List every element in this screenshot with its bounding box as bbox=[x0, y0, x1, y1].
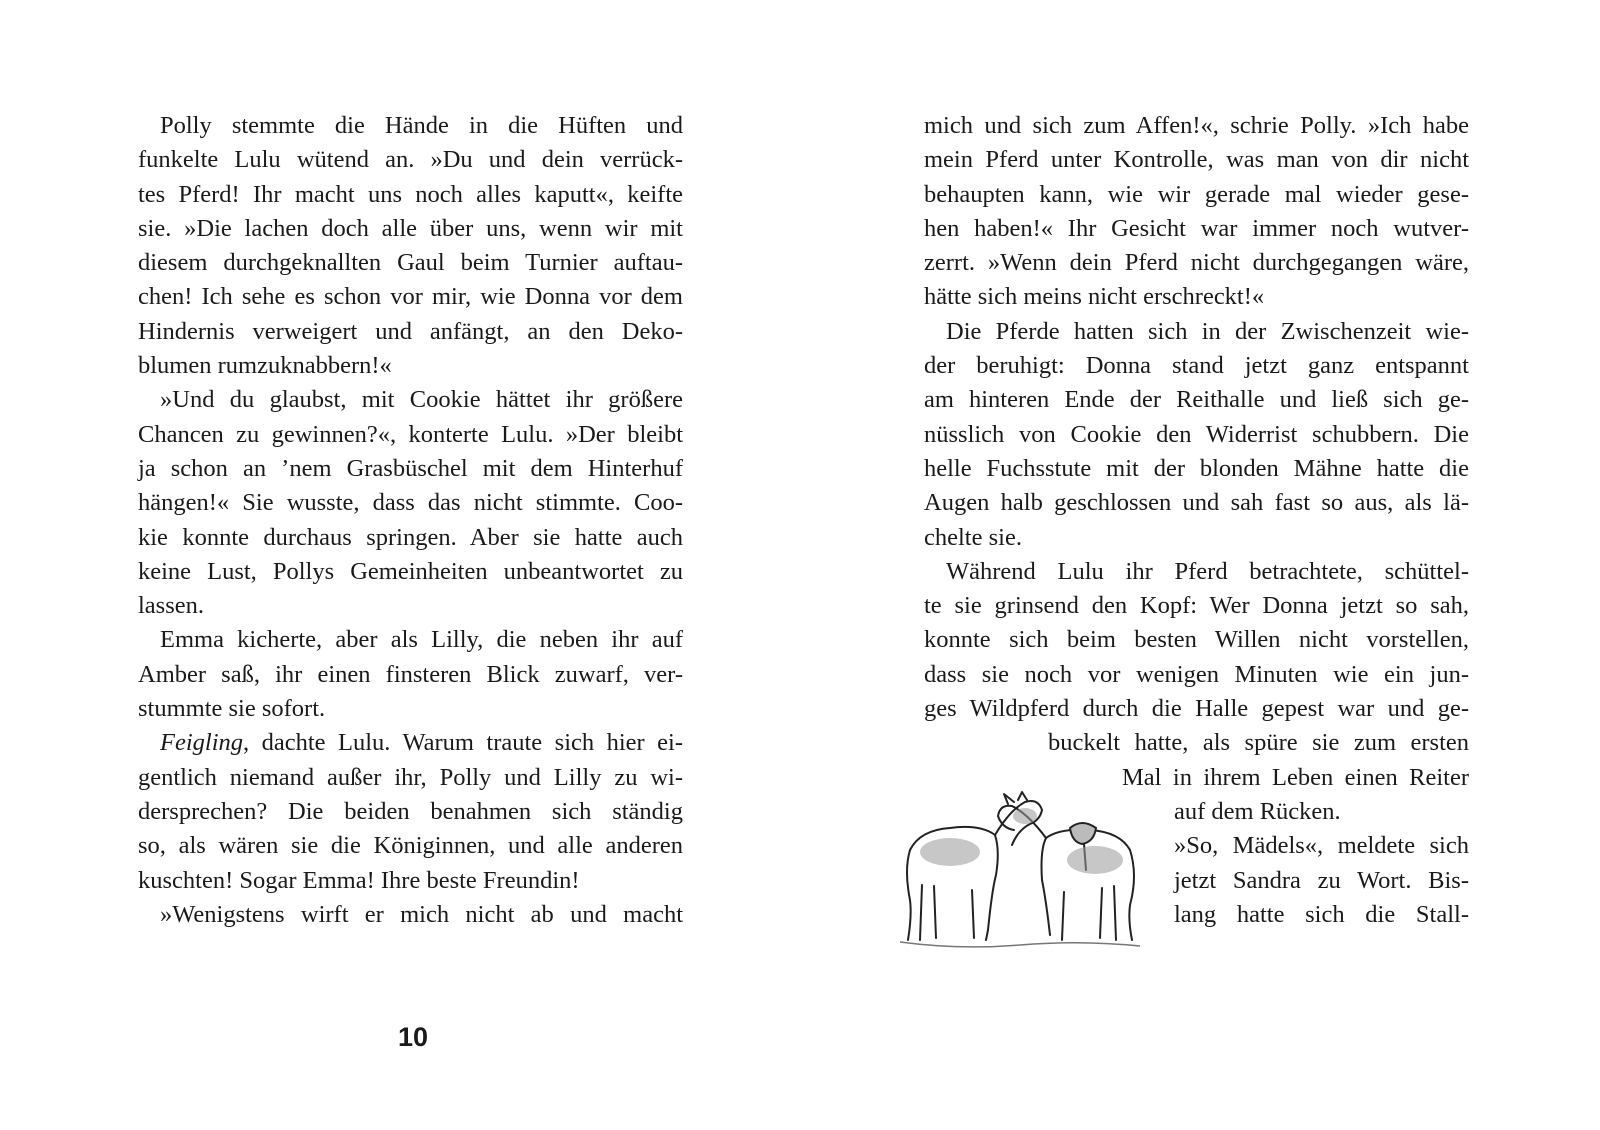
text-line: Hindernis verweigert und anfängt, an den Deko- bbox=[138, 317, 683, 345]
horses-illustration bbox=[900, 790, 1140, 955]
text-line: helle Fuchsstute mit der blonden Mähne hatte die bbox=[924, 454, 1469, 482]
text-line: hätte sich meins nicht erschreckt!« bbox=[924, 283, 1265, 311]
text-line: dersprechen? Die beiden benahmen sich ständig bbox=[138, 797, 683, 825]
text-line: stummte sie sofort. bbox=[138, 695, 326, 723]
text-line: chen! Ich sehe es schon vor mir, wie Donna vor dem bbox=[138, 283, 683, 311]
text-line: diesem durchgeknallten Gaul beim Turnier auftau- bbox=[138, 249, 683, 277]
text-line: hängen!« Sie wusste, dass das nicht stimmte. Coo- bbox=[138, 489, 683, 517]
left-page-text bbox=[138, 109, 683, 932]
text-line: »Und du glaubst, mit Cookie hättet ihr größere bbox=[160, 386, 683, 414]
page-number: 10 bbox=[398, 1022, 429, 1052]
text-line: Während Lulu ihr Pferd betrachtete, schüttel- bbox=[946, 557, 1469, 585]
text-line: chelte sie. bbox=[924, 523, 1022, 551]
text-line: Feigling, dachte Lulu. Warum traute sich hier ei- bbox=[160, 729, 683, 757]
text-line: konnte sich beim besten Willen nicht vorstellen, bbox=[924, 626, 1469, 654]
text-line: Amber saß, ihr einen finsteren Blick zuwarf, ver- bbox=[138, 660, 683, 688]
text-line: Chancen zu gewinnen?«, konterte Lulu. »Der bleibt bbox=[138, 420, 683, 448]
text-line: so, als wären sie die Königinnen, und alle anderen bbox=[138, 832, 683, 860]
text-line: auf dem Rücken. bbox=[1174, 797, 1341, 825]
text-line: Emma kicherte, aber als Lilly, die neben ihr auf bbox=[160, 626, 683, 654]
text-line: sie. »Die lachen doch alle über uns, wenn wir mit bbox=[138, 214, 683, 242]
text-line: Mal in ihrem Leben einen Reiter bbox=[1122, 763, 1469, 791]
text-line: funkelte Lulu wütend an. »Du und dein verrück- bbox=[138, 146, 683, 174]
text-line: am hinteren Ende der Reithalle und ließ sich ge- bbox=[924, 386, 1469, 414]
text-line: Polly stemmte die Hände in die Hüften und bbox=[160, 112, 683, 139]
text-line: ges Wildpferd durch die Halle gepest war und ge- bbox=[924, 695, 1469, 723]
text-line: lassen. bbox=[138, 592, 204, 620]
text-line: »Wenigstens wirft er mich nicht ab und macht bbox=[160, 900, 683, 928]
text-line: dass sie noch vor wenigen Minuten wie ein jun- bbox=[924, 660, 1469, 688]
text-line: Die Pferde hatten sich in der Zwischenzeit wie- bbox=[946, 317, 1469, 345]
text-line: ja schon an ’nem Grasbüschel mit dem Hinterhuf bbox=[138, 454, 683, 482]
text-line: buckelt hatte, als spüre sie zum ersten bbox=[1048, 729, 1469, 757]
text-line: »So, Mädels«, meldete sich bbox=[1174, 832, 1469, 860]
text-line: kie konnte durchaus springen. Aber sie hatte auch bbox=[138, 523, 683, 551]
text-line: behaupten kann, wie wir gerade mal wieder gese- bbox=[924, 180, 1469, 208]
text-line: nüsslich von Cookie den Widerrist schubbern. Die bbox=[924, 420, 1469, 448]
text-line: te sie grinsend den Kopf: Wer Donna jetzt so sah, bbox=[924, 592, 1469, 620]
text-line: zerrt. »Wenn dein Pferd nicht durchgegangen wäre, bbox=[924, 249, 1469, 277]
text-line: mich und sich zum Affen!«, schrie Polly. »Ich habe bbox=[924, 112, 1469, 139]
text-line: hen haben!« Ihr Gesicht war immer noch wutver- bbox=[924, 214, 1469, 242]
text-line: blumen rumzuknabbern!« bbox=[138, 352, 392, 380]
text-line: Augen halb geschlossen und sah fast so aus, als lä- bbox=[924, 489, 1469, 517]
text-line: gentlich niemand außer ihr, Polly und Lilly zu wi- bbox=[138, 763, 683, 791]
text-line: der beruhigt: Donna stand jetzt ganz entspannt bbox=[924, 352, 1469, 380]
text-line: mein Pferd unter Kontrolle, was man von dir nicht bbox=[924, 146, 1469, 174]
text-line: kuschten! Sogar Emma! Ihre beste Freundin! bbox=[138, 866, 580, 894]
text-line: jetzt Sandra zu Wort. Bis- bbox=[1174, 866, 1469, 894]
text-line: keine Lust, Pollys Gemeinheiten unbeantwortet zu bbox=[138, 557, 683, 585]
text-line: lang hatte sich die Stall- bbox=[1174, 900, 1469, 928]
text-line: tes Pferd! Ihr macht uns noch alles kaputt«, keifte bbox=[138, 180, 683, 208]
